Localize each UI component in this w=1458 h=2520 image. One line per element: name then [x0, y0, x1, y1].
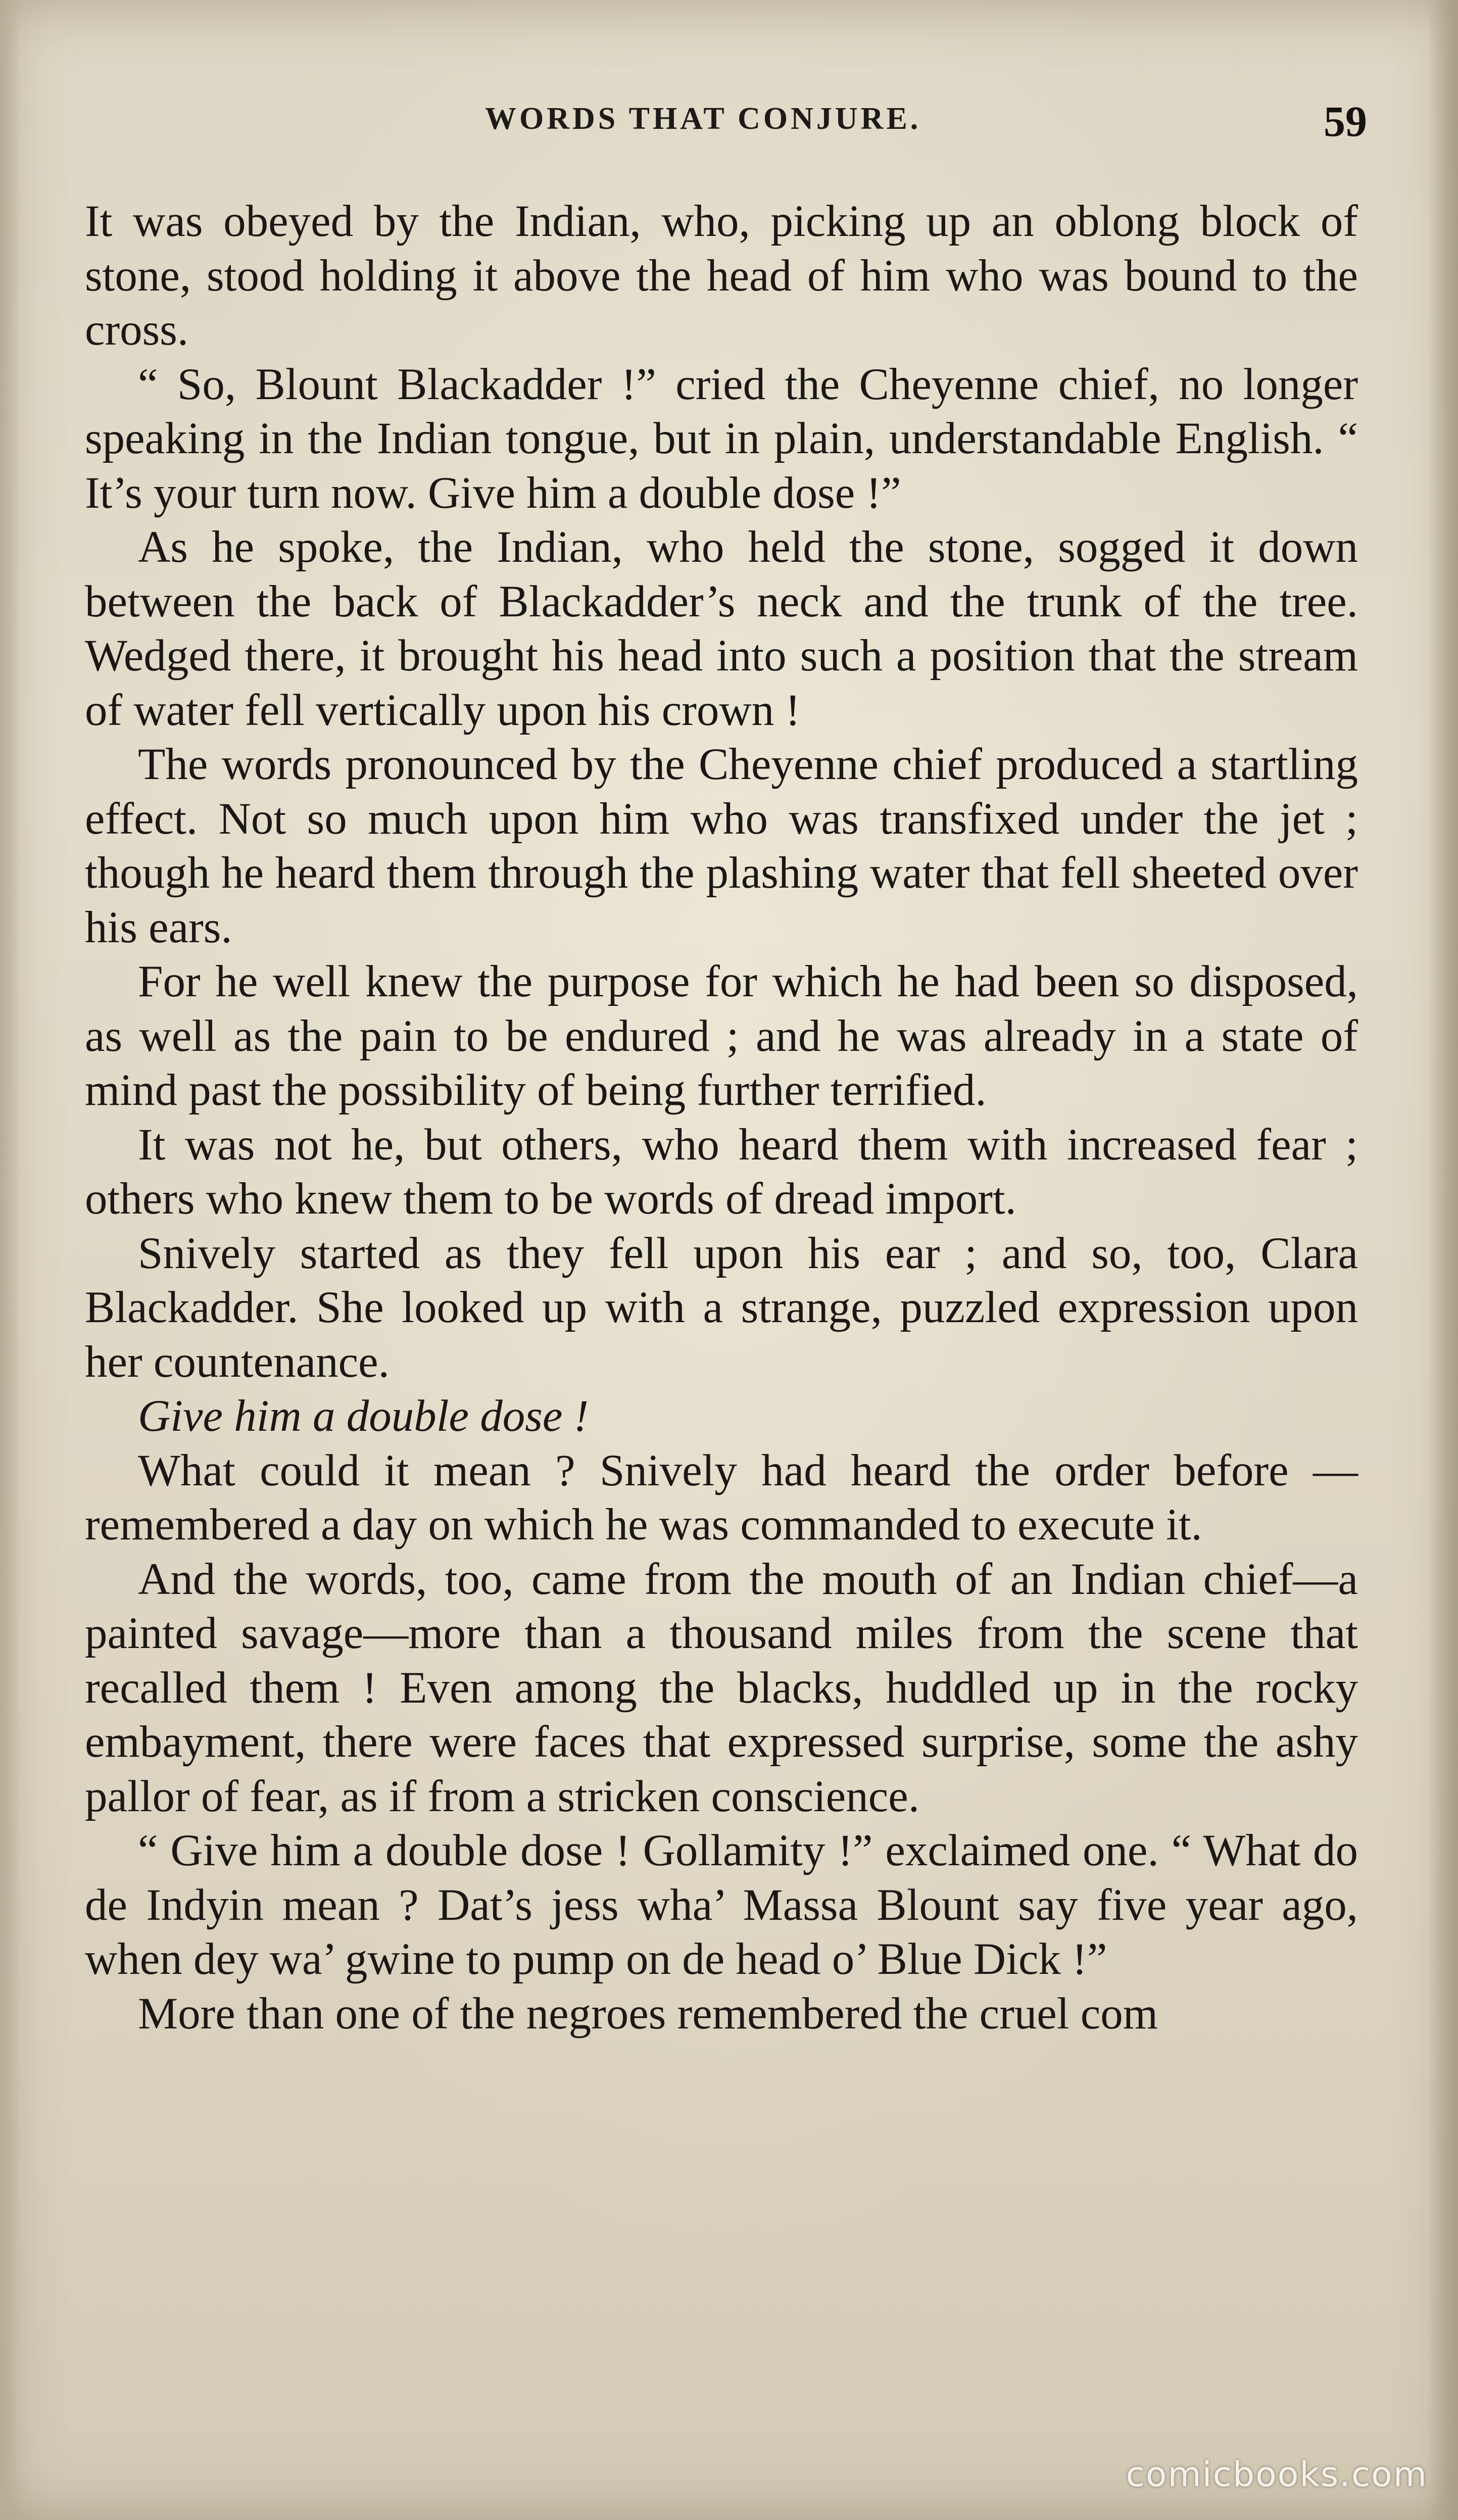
page-edge-right — [1428, 0, 1458, 2520]
page-number: 59 — [1324, 97, 1367, 146]
paragraph: It was not he, but others, who heard them with increased fear ; others who knew them to be words of dread import. — [85, 1120, 1358, 1224]
body-text — [85, 195, 1358, 2041]
paragraph: The words pronounced by the Cheyenne chief produced a startling effect. Not so much upon him who was transfixed under the jet ; though he heard them through the plashing water that fell sheeted over his ears. — [85, 740, 1358, 952]
page-edge-left — [0, 0, 20, 2520]
paragraph: “ Give him a double dose ! Gollamity !” exclaimed one. “ What do de Indyin mean ? Dat’s jess wha’ Massa Blount say five year ago, when dey wa’ gwine to pump on de head o’ Blue Dick !” — [85, 1826, 1358, 1984]
paragraph: “ So, Blount Blackadder !” cried the Cheyenne chief, no longer speaking in the Indian tongue, but in plain, understandable English. “ It’s your turn now. Give him a double dose !” — [85, 359, 1358, 518]
paragraph: It was obeyed by the Indian, who, picking up an oblong block of stone, stood holding it above the head of him who was bound to the cross. — [85, 197, 1358, 355]
paragraph: More than one of the negroes remembered the cruel com — [138, 1989, 1158, 2039]
paragraph: As he spoke, the Indian, who held the stone, sogged it down between the back of Blackadder’s neck and the trunk of the tree. Wedged there, it brought his head into such a position that the stream of water fell vertically upon his crown ! — [85, 522, 1358, 735]
paragraph: And the words, too, came from the mouth of an Indian chief—a painted savage—more than a thousand miles from the scene that recalled them ! Even among the blacks, huddled up in the rocky embayment, there were faces that expressed surprise, some the ashy pallor of fear, as if from a stricken conscience. — [85, 1554, 1358, 1821]
running-head: WORDS THAT CONJURE. — [485, 102, 921, 136]
italic-quote: Give him a double dose ! — [138, 1391, 589, 1441]
paragraph: Snively started as they fell upon his ear ; and so, too, Clara Blackadder. She looked up with a strange, puzzled expression upon her countenance. — [85, 1228, 1358, 1387]
paragraph: What could it mean ? Snively had heard the order before —remembered a day on which he was commanded to execute it. — [85, 1445, 1358, 1549]
paragraph: For he well knew the purpose for which he had been so disposed, as well as the pain to be endured ; and he was already in a state of mind past the possibility of being further terrified. — [85, 957, 1358, 1115]
watermark: comicbooks.com — [1126, 2455, 1428, 2495]
